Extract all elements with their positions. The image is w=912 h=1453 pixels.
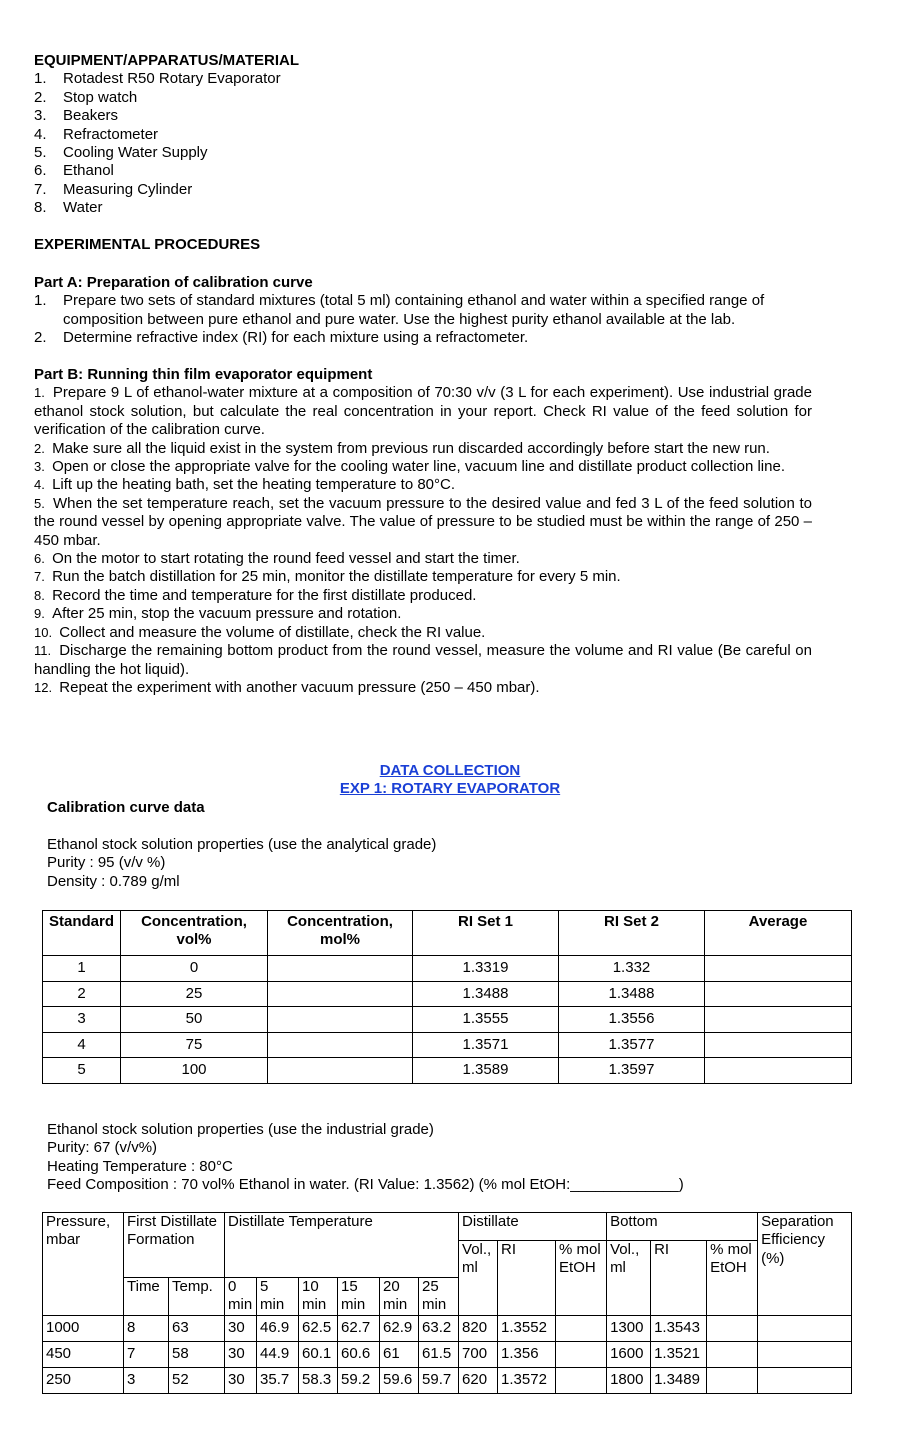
calib-header: Average: [705, 911, 852, 956]
table-cell: 59.7: [419, 1368, 459, 1394]
step-number: 11.: [34, 643, 60, 659]
step-number: 7.: [34, 569, 53, 585]
step-text: Record the time and temperature for the first distillate produced.: [52, 586, 477, 604]
table-cell: 1.3489: [651, 1368, 707, 1394]
item-number: 6.: [34, 162, 47, 180]
equipment-section: [34, 52, 812, 218]
procedure-step: [34, 458, 812, 476]
part-b-list: [34, 384, 812, 697]
table-cell: [556, 1342, 607, 1368]
table-cell: 44.9: [257, 1342, 299, 1368]
table-cell: 1.3589: [413, 1058, 559, 1084]
step-text: Lift up the heating bath, set the heating temperature to 80°C.: [52, 476, 456, 494]
list-item: [34, 70, 812, 88]
table-cell: 52: [169, 1368, 225, 1394]
step-text: Open or close the appropriate valve for the cooling water line, vacuum line and distillate product collection line.: [52, 458, 785, 476]
industrial-line: Ethanol stock solution properties (use the industrial grade): [47, 1121, 434, 1138]
step-number: 9.: [34, 606, 53, 622]
item-number: 2.: [34, 88, 47, 106]
table-cell: [268, 1007, 413, 1033]
table-cell: 30: [225, 1368, 257, 1394]
run-data-table: [42, 1212, 852, 1394]
table-cell: 1.3572: [498, 1368, 556, 1394]
table-cell: 62.9: [380, 1316, 419, 1342]
table-cell: [268, 1032, 413, 1058]
list-item: [34, 126, 812, 144]
table-cell: 4: [43, 1032, 121, 1058]
table-cell: 61.5: [419, 1342, 459, 1368]
table-cell: 30: [225, 1342, 257, 1368]
header-time: Time: [124, 1278, 169, 1316]
table-cell: [556, 1368, 607, 1394]
table-cell: [556, 1316, 607, 1342]
table-cell: 62.5: [299, 1316, 338, 1342]
item-text: Ethanol: [63, 162, 114, 180]
step-text: Run the batch distillation for 25 min, monitor the distillate temperature for every 5 min.: [52, 568, 621, 586]
item-text: Water: [63, 199, 103, 217]
step-number: 2.: [34, 440, 53, 456]
header-temp: Temp.: [169, 1278, 225, 1316]
calib-header: RI Set 1: [413, 911, 559, 956]
table-cell: 1: [43, 956, 121, 982]
step-text: Discharge the remaining bottom product from the round vessel, measure the volume and RI value (Be careful on handling the hot liquid).: [34, 642, 812, 678]
analytical-line: Purity : 95 (v/v %): [47, 854, 166, 872]
table-cell: 60.6: [338, 1342, 380, 1368]
list-item: [34, 144, 812, 162]
header-bottom-ri: RI: [651, 1241, 707, 1316]
table-row: [43, 1342, 852, 1368]
table-cell: [268, 1058, 413, 1084]
header-distillate-mol: % mol EtOH: [556, 1241, 607, 1316]
item-number: 2.: [34, 329, 47, 347]
part-a-section: [34, 274, 812, 348]
table-row: [43, 1032, 852, 1058]
list-item: [34, 292, 812, 329]
table-cell: 1800: [607, 1368, 651, 1394]
item-text: Determine refractive index (RI) for each mixture using a refractometer.: [63, 329, 529, 347]
calib-header: Concentration, mol%: [268, 911, 413, 956]
header-bottom-vol: Vol., ml: [607, 1241, 651, 1316]
data-collection-title: [0, 762, 900, 799]
calib-header: Standard: [43, 911, 121, 956]
item-number: 3.: [34, 107, 47, 125]
table-row: [43, 981, 852, 1007]
industrial-line: Feed Composition : 70 vol% Ethanol in water. (RI Value: 1.3562) (% mol EtOH:_____________): [47, 1176, 684, 1194]
table-row: [43, 1316, 852, 1342]
item-text: Cooling Water Supply: [63, 144, 208, 162]
table-cell: [705, 956, 852, 982]
list-item: [34, 329, 812, 347]
header-minute: 15 min: [338, 1278, 380, 1316]
equipment-heading: EQUIPMENT/APPARATUS/MATERIAL: [34, 52, 299, 69]
item-text: Measuring Cylinder: [63, 180, 193, 198]
table-cell: 50: [121, 1007, 268, 1033]
table-cell: 1.3543: [651, 1316, 707, 1342]
step-number: 3.: [34, 459, 53, 475]
table-cell: 620: [459, 1368, 498, 1394]
table-cell: 450: [43, 1342, 124, 1368]
table-cell: [705, 1058, 852, 1084]
procedure-step: [34, 568, 812, 586]
calibration-heading: Calibration curve data: [47, 799, 205, 816]
table-cell: 60.1: [299, 1342, 338, 1368]
item-text: Refractometer: [63, 125, 159, 143]
calib-header: Concentration, vol%: [121, 911, 268, 956]
table-cell: [758, 1342, 852, 1368]
table-cell: 1.3597: [559, 1058, 705, 1084]
table-cell: 3: [124, 1368, 169, 1394]
table-row: [43, 1058, 852, 1084]
procedure-step: [34, 605, 812, 623]
table-cell: 59.6: [380, 1368, 419, 1394]
table-cell: [268, 956, 413, 982]
table-cell: 1.3552: [498, 1316, 556, 1342]
exp1-link[interactable]: EXP 1: ROTARY EVAPORATOR: [339, 780, 561, 798]
step-number: 12.: [34, 679, 60, 695]
table-cell: [707, 1316, 758, 1342]
item-text: Beakers: [63, 107, 119, 125]
table-row: [43, 956, 852, 982]
procedure-step: [34, 440, 812, 458]
table-cell: [758, 1316, 852, 1342]
table-cell: 58: [169, 1342, 225, 1368]
table-cell: 59.2: [338, 1368, 380, 1394]
table-cell: 250: [43, 1368, 124, 1394]
step-number: 4.: [34, 477, 53, 493]
header-minute: 0 min: [225, 1278, 257, 1316]
table-cell: [707, 1342, 758, 1368]
item-text: Prepare two sets of standard mixtures (total 5 ml) containing ethanol and water within a specified range of composition between pure ethanol and pure water. Use the highest purity ethanol available at the lab.: [63, 292, 765, 328]
part-b-heading: Part B: Running thin film evaporator equipment: [34, 366, 373, 383]
procedures-heading: EXPERIMENTAL PROCEDURES: [34, 236, 261, 253]
procedure-step: [34, 587, 812, 605]
list-item: [34, 107, 812, 125]
table-cell: 1.3571: [413, 1032, 559, 1058]
item-number: 8.: [34, 199, 47, 217]
step-text: On the motor to start rotating the round feed vessel and start the timer.: [52, 550, 520, 568]
item-number: 1.: [34, 292, 47, 310]
data-collection-link[interactable]: DATA COLLECTION: [379, 762, 521, 779]
table-cell: 100: [121, 1058, 268, 1084]
table-cell: [268, 981, 413, 1007]
procedure-step: [34, 624, 812, 642]
item-number: 1.: [34, 70, 47, 88]
step-text: Prepare 9 L of ethanol-water mixture at a composition of 70:30 v/v (3 L for each experiment). Use industrial grade ethanol stock solution, but calculate the real concentration in your report. Check RI value of the feed solution for verification of the calibration curve.: [34, 384, 812, 439]
procedure-step: [34, 495, 812, 550]
table-cell: 1.3577: [559, 1032, 705, 1058]
table-cell: 1.3555: [413, 1007, 559, 1033]
part-a-list: [34, 292, 812, 347]
header-minute: 10 min: [299, 1278, 338, 1316]
procedure-step: [34, 384, 812, 439]
table-cell: 1.3521: [651, 1342, 707, 1368]
header-pressure: Pressure, mbar: [43, 1213, 124, 1316]
table-cell: 5: [43, 1058, 121, 1084]
table-cell: [705, 1007, 852, 1033]
industrial-properties: [47, 1121, 684, 1195]
header-distillate-temperature: Distillate Temperature: [225, 1213, 459, 1278]
table-cell: 61: [380, 1342, 419, 1368]
analytical-line: Ethanol stock solution properties (use the analytical grade): [47, 836, 437, 853]
step-text: Make sure all the liquid exist in the system from previous run discarded accordingly before start the new run.: [52, 439, 770, 457]
table-cell: 1.3488: [413, 981, 559, 1007]
table-cell: [758, 1368, 852, 1394]
item-text: Stop watch: [63, 88, 138, 106]
table-cell: 8: [124, 1316, 169, 1342]
table-cell: 1000: [43, 1316, 124, 1342]
step-number: 1.: [34, 385, 53, 401]
table-cell: 3: [43, 1007, 121, 1033]
step-number: 10.: [34, 624, 60, 640]
table-cell: 0: [121, 956, 268, 982]
header-first-distillate: First Distillate Formation: [124, 1213, 225, 1278]
table-cell: 700: [459, 1342, 498, 1368]
header-minute: 25 min: [419, 1278, 459, 1316]
table-cell: 1.332: [559, 956, 705, 982]
header-minute: 20 min: [380, 1278, 419, 1316]
item-text: Rotadest R50 Rotary Evaporator: [63, 70, 281, 88]
table-cell: 58.3: [299, 1368, 338, 1394]
industrial-line: Heating Temperature : 80°C: [47, 1157, 233, 1175]
table-cell: 1300: [607, 1316, 651, 1342]
header-bottom: Bottom: [607, 1213, 758, 1241]
header-distillate-ri: RI: [498, 1241, 556, 1316]
table-cell: 30: [225, 1316, 257, 1342]
header-distillate: Distillate: [459, 1213, 607, 1241]
table-cell: 35.7: [257, 1368, 299, 1394]
list-item: [34, 89, 812, 107]
analytical-line: Density : 0.789 g/ml: [47, 872, 180, 890]
table-cell: [705, 1032, 852, 1058]
step-number: 5.: [34, 495, 54, 511]
procedure-step: [34, 476, 812, 494]
table-cell: 1.3488: [559, 981, 705, 1007]
table-cell: 46.9: [257, 1316, 299, 1342]
procedure-step: [34, 642, 812, 679]
table-cell: 820: [459, 1316, 498, 1342]
equipment-list: [34, 70, 812, 217]
item-number: 5.: [34, 144, 47, 162]
table-cell: [705, 981, 852, 1007]
table-row: [43, 1368, 852, 1394]
table-cell: 7: [124, 1342, 169, 1368]
item-number: 4.: [34, 125, 47, 143]
procedure-step: [34, 679, 812, 697]
calibration-table: [42, 910, 852, 1084]
list-item: [34, 162, 812, 180]
step-text: Repeat the experiment with another vacuum pressure (250 – 450 mbar).: [59, 678, 540, 696]
procedure-step: [34, 550, 812, 568]
table-row: [43, 1007, 852, 1033]
table-cell: 63: [169, 1316, 225, 1342]
table-cell: 1600: [607, 1342, 651, 1368]
calib-header: RI Set 2: [559, 911, 705, 956]
analytical-properties: [47, 836, 436, 891]
part-b-section: [34, 366, 812, 697]
header-separation-efficiency: Separation Efficiency (%): [758, 1213, 852, 1316]
step-number: 8.: [34, 587, 53, 603]
table-cell: [707, 1368, 758, 1394]
table-cell: 1.356: [498, 1342, 556, 1368]
industrial-line: Purity: 67 (v/v%): [47, 1139, 158, 1157]
header-distillate-vol: Vol., ml: [459, 1241, 498, 1316]
step-text: After 25 min, stop the vacuum pressure and rotation.: [52, 605, 402, 623]
item-number: 7.: [34, 180, 47, 198]
header-bottom-mol: % mol EtOH: [707, 1241, 758, 1316]
header-minute: 5 min: [257, 1278, 299, 1316]
table-cell: 25: [121, 981, 268, 1007]
step-text: When the set temperature reach, set the vacuum pressure to the desired value and fed 3 L of the feed solution to the round vessel by opening appropriate valve. The value of pressure to be studied must be within the range of 250 – 450 mbar.: [34, 494, 812, 549]
table-cell: 1.3556: [559, 1007, 705, 1033]
part-a-heading: Part A: Preparation of calibration curve: [34, 274, 313, 291]
table-cell: 75: [121, 1032, 268, 1058]
table-cell: 63.2: [419, 1316, 459, 1342]
table-cell: 1.3319: [413, 956, 559, 982]
step-text: Collect and measure the volume of distillate, check the RI value.: [59, 623, 486, 641]
list-item: [34, 181, 812, 199]
table-cell: 2: [43, 981, 121, 1007]
list-item: [34, 199, 812, 217]
step-number: 6.: [34, 551, 53, 567]
table-cell: 62.7: [338, 1316, 380, 1342]
